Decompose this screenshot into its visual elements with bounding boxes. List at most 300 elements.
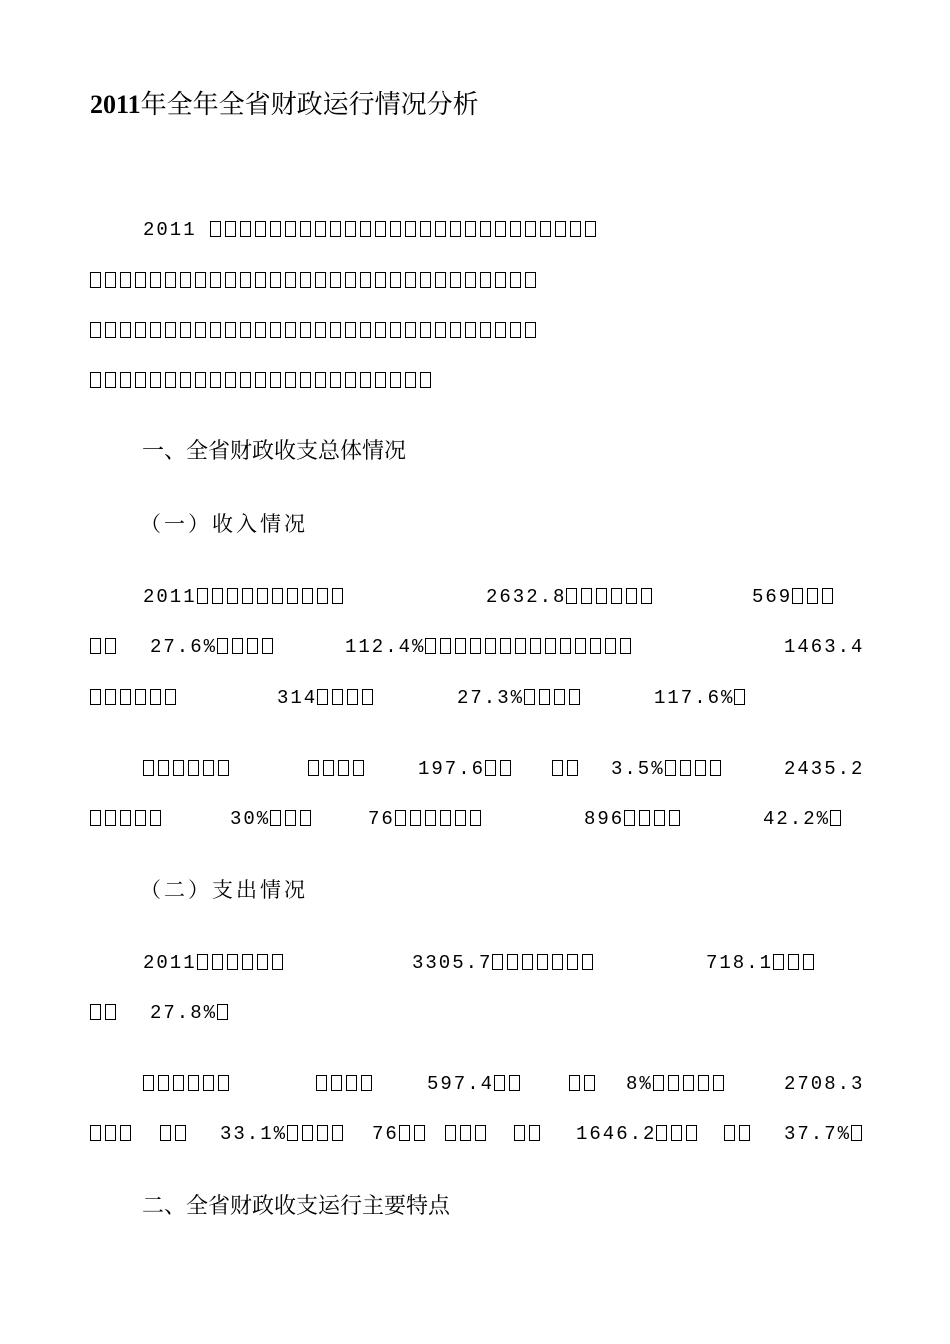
exp-value: 3305.7	[412, 952, 493, 974]
missing-glyph-box	[529, 1125, 540, 1141]
missing-glyph-box	[460, 1125, 471, 1141]
missing-glyph-box	[287, 588, 298, 604]
missing-glyph-run	[160, 1123, 190, 1145]
missing-glyph-box	[390, 272, 401, 288]
missing-glyph-box	[465, 322, 476, 338]
page-title	[90, 92, 479, 118]
missing-glyph-box	[285, 221, 296, 237]
missing-glyph-box	[173, 760, 184, 776]
rev-value: 569	[752, 586, 793, 608]
missing-glyph-box	[317, 1125, 328, 1141]
missing-glyph-box	[257, 954, 268, 970]
missing-glyph-box	[255, 322, 266, 338]
missing-glyph-box	[323, 760, 334, 776]
missing-glyph-box	[539, 689, 550, 705]
missing-glyph-box	[570, 221, 581, 237]
missing-glyph-box	[90, 689, 101, 705]
missing-glyph-box	[525, 221, 536, 237]
missing-glyph-box	[455, 810, 466, 826]
rev-line-3c	[457, 689, 584, 708]
intro-line-4	[90, 372, 435, 391]
intro-line-3	[90, 322, 540, 341]
missing-glyph-box	[300, 810, 311, 826]
missing-glyph-run	[514, 1123, 544, 1145]
rev-value: 197.6	[418, 758, 486, 780]
missing-glyph-box	[575, 638, 586, 654]
missing-glyph-box	[120, 810, 131, 826]
missing-glyph-box	[332, 689, 343, 705]
missing-glyph-box	[225, 272, 236, 288]
missing-glyph-box	[212, 588, 223, 604]
rev-value: 2011	[143, 586, 197, 608]
missing-glyph-box	[480, 272, 491, 288]
exp-line-1a	[143, 954, 287, 973]
missing-glyph-box	[639, 810, 650, 826]
missing-glyph-box	[624, 810, 635, 826]
missing-glyph-run	[270, 808, 315, 830]
missing-glyph-box	[285, 322, 296, 338]
exp-line-4e	[445, 1125, 490, 1144]
missing-glyph-box	[495, 272, 506, 288]
missing-glyph-box	[773, 954, 784, 970]
missing-glyph-box	[143, 1075, 154, 1091]
missing-glyph-box	[160, 1125, 171, 1141]
missing-glyph-box	[285, 810, 296, 826]
missing-glyph-run	[90, 1002, 120, 1024]
missing-glyph-box	[713, 1075, 724, 1091]
missing-glyph-box	[710, 760, 721, 776]
missing-glyph-box	[135, 322, 146, 338]
missing-glyph-box	[270, 322, 281, 338]
missing-glyph-box	[435, 272, 446, 288]
missing-glyph-run	[773, 952, 818, 974]
missing-glyph-box	[165, 272, 176, 288]
missing-glyph-run	[653, 1073, 728, 1095]
exp-line-3a	[143, 1075, 233, 1094]
missing-glyph-box	[315, 322, 326, 338]
missing-glyph-box	[420, 221, 431, 237]
missing-glyph-box	[509, 1075, 520, 1091]
missing-glyph-box	[485, 760, 496, 776]
missing-glyph-box	[105, 272, 116, 288]
missing-glyph-box	[218, 760, 229, 776]
missing-glyph-box	[360, 372, 371, 388]
missing-glyph-box	[272, 954, 283, 970]
missing-glyph-box	[360, 221, 371, 237]
missing-glyph-box	[420, 272, 431, 288]
missing-glyph-box	[90, 1125, 101, 1141]
missing-glyph-box	[218, 1075, 229, 1091]
rev-line-2c	[345, 638, 635, 657]
exp-line-1c	[706, 954, 818, 973]
missing-glyph-box	[188, 1075, 199, 1091]
missing-glyph-box	[120, 1125, 131, 1141]
missing-glyph-run	[90, 636, 120, 658]
missing-glyph-box	[247, 638, 258, 654]
missing-glyph-box	[566, 588, 577, 604]
missing-glyph-box	[596, 588, 607, 604]
rev-line-4f	[784, 760, 864, 779]
missing-glyph-box	[330, 372, 341, 388]
rev-value: 112.4%	[345, 636, 426, 658]
missing-glyph-box	[315, 372, 326, 388]
rev-line-4c	[418, 760, 515, 779]
rev-line-2b	[150, 638, 277, 657]
missing-glyph-run	[317, 687, 377, 709]
missing-glyph-box	[425, 810, 436, 826]
missing-glyph-box	[150, 322, 161, 338]
missing-glyph-box	[308, 760, 319, 776]
missing-glyph-box	[480, 221, 491, 237]
missing-glyph-box	[695, 760, 706, 776]
missing-glyph-box	[195, 322, 206, 338]
missing-glyph-box	[120, 322, 131, 338]
missing-glyph-box	[668, 1075, 679, 1091]
missing-glyph-box	[346, 1075, 357, 1091]
exp-value: 2708.3	[784, 1073, 865, 1095]
missing-glyph-box	[375, 221, 386, 237]
missing-glyph-box	[300, 322, 311, 338]
missing-glyph-box	[445, 1125, 456, 1141]
missing-glyph-box	[210, 272, 221, 288]
exp-value: 1646.2	[576, 1123, 657, 1145]
missing-glyph-box	[90, 322, 101, 338]
missing-glyph-box	[560, 638, 571, 654]
missing-glyph-run	[197, 586, 347, 608]
exp-line-4c	[220, 1125, 347, 1144]
missing-glyph-box	[807, 588, 818, 604]
missing-glyph-box	[287, 1125, 298, 1141]
missing-glyph-box	[316, 1075, 327, 1091]
rev-value: 117.6%	[654, 687, 735, 709]
missing-glyph-box	[262, 638, 273, 654]
missing-glyph-box	[582, 954, 593, 970]
missing-glyph-box	[330, 221, 341, 237]
missing-glyph-box	[656, 1125, 667, 1141]
missing-glyph-box	[135, 372, 146, 388]
missing-glyph-run	[734, 687, 749, 709]
missing-glyph-box	[105, 638, 116, 654]
missing-glyph-box	[414, 1125, 425, 1141]
missing-glyph-box	[822, 588, 833, 604]
missing-glyph-box	[581, 588, 592, 604]
missing-glyph-box	[338, 760, 349, 776]
exp-line-4f	[514, 1125, 544, 1144]
missing-glyph-run	[724, 1123, 754, 1145]
missing-glyph-box	[450, 322, 461, 338]
missing-glyph-box	[227, 588, 238, 604]
missing-glyph-box	[500, 638, 511, 654]
rev-line-5e	[763, 810, 845, 829]
missing-glyph-box	[435, 322, 446, 338]
exp-line-3f	[784, 1075, 864, 1094]
missing-glyph-box	[105, 1004, 116, 1020]
exp-value: 37.7%	[784, 1123, 852, 1145]
missing-glyph-box	[188, 760, 199, 776]
missing-glyph-box	[210, 372, 221, 388]
missing-glyph-box	[470, 810, 481, 826]
missing-glyph-box	[405, 322, 416, 338]
missing-glyph-box	[641, 588, 652, 604]
missing-glyph-box	[590, 638, 601, 654]
missing-glyph-box	[665, 760, 676, 776]
subsection-heading-expense: （二）支出情况	[140, 878, 308, 902]
missing-glyph-box	[317, 588, 328, 604]
rev-line-2d	[784, 638, 864, 657]
missing-glyph-box	[390, 372, 401, 388]
missing-glyph-box	[440, 638, 451, 654]
missing-glyph-run	[445, 1123, 490, 1145]
missing-glyph-box	[302, 1125, 313, 1141]
missing-glyph-box	[203, 1075, 214, 1091]
missing-glyph-box	[285, 272, 296, 288]
missing-glyph-box	[225, 372, 236, 388]
missing-glyph-box	[345, 221, 356, 237]
rev-line-4d	[552, 760, 582, 779]
missing-glyph-box	[285, 372, 296, 388]
missing-glyph-box	[158, 760, 169, 776]
missing-glyph-box	[135, 810, 146, 826]
missing-glyph-run	[552, 758, 582, 780]
missing-glyph-box	[569, 1075, 580, 1091]
missing-glyph-box	[507, 954, 518, 970]
missing-glyph-box	[331, 1075, 342, 1091]
exp-line-4b	[160, 1125, 190, 1144]
rev-value: 27.3%	[457, 687, 525, 709]
rev-line-5b	[230, 810, 315, 829]
missing-glyph-box	[465, 272, 476, 288]
missing-glyph-box	[105, 810, 116, 826]
rev-value: 2632.8	[486, 586, 567, 608]
missing-glyph-run	[210, 219, 600, 241]
missing-glyph-box	[525, 322, 536, 338]
section-heading-1: 一、全省财政收支总体情况	[142, 439, 407, 464]
missing-glyph-run	[524, 687, 584, 709]
missing-glyph-box	[605, 638, 616, 654]
missing-glyph-box	[165, 689, 176, 705]
missing-glyph-box	[495, 221, 506, 237]
missing-glyph-box	[242, 588, 253, 604]
missing-glyph-box	[255, 272, 266, 288]
missing-glyph-box	[270, 272, 281, 288]
missing-glyph-box	[120, 272, 131, 288]
rev-value: 76	[368, 808, 395, 830]
missing-glyph-box	[522, 954, 533, 970]
missing-glyph-box	[195, 272, 206, 288]
missing-glyph-box	[225, 221, 236, 237]
rev-value: 1463.4	[784, 636, 865, 658]
missing-glyph-run	[197, 952, 287, 974]
exp-value: 2011	[143, 952, 197, 974]
missing-glyph-box	[792, 588, 803, 604]
missing-glyph-box	[180, 272, 191, 288]
missing-glyph-box	[150, 272, 161, 288]
missing-glyph-box	[724, 1125, 735, 1141]
missing-glyph-box	[739, 1125, 750, 1141]
missing-glyph-run	[217, 1002, 232, 1024]
missing-glyph-box	[315, 272, 326, 288]
rev-line-4b	[308, 760, 368, 779]
missing-glyph-box	[480, 322, 491, 338]
missing-glyph-box	[150, 372, 161, 388]
missing-glyph-box	[510, 322, 521, 338]
missing-glyph-box	[425, 638, 436, 654]
missing-glyph-box	[552, 954, 563, 970]
missing-glyph-box	[683, 1075, 694, 1091]
missing-glyph-box	[567, 954, 578, 970]
missing-glyph-box	[680, 760, 691, 776]
missing-glyph-box	[270, 810, 281, 826]
missing-glyph-box	[495, 322, 506, 338]
exp-line-3b	[316, 1075, 376, 1094]
missing-glyph-box	[135, 689, 146, 705]
missing-glyph-box	[567, 760, 578, 776]
exp-line-4a	[90, 1125, 135, 1144]
missing-glyph-box	[435, 221, 446, 237]
missing-glyph-box	[345, 322, 356, 338]
missing-glyph-box	[105, 689, 116, 705]
missing-glyph-box	[175, 1125, 186, 1141]
rev-line-4e	[611, 760, 725, 779]
missing-glyph-box	[362, 689, 373, 705]
missing-glyph-box	[540, 221, 551, 237]
missing-glyph-run	[143, 1073, 233, 1095]
missing-glyph-box	[332, 1125, 343, 1141]
missing-glyph-box	[361, 1075, 372, 1091]
missing-glyph-box	[345, 272, 356, 288]
missing-glyph-box	[90, 810, 101, 826]
missing-glyph-box	[525, 272, 536, 288]
missing-glyph-run	[308, 758, 368, 780]
exp-value: 718.1	[706, 952, 774, 974]
rev-line-3b	[277, 689, 377, 708]
missing-glyph-box	[450, 272, 461, 288]
missing-glyph-run	[624, 808, 684, 830]
missing-glyph-box	[585, 221, 596, 237]
missing-glyph-box	[180, 372, 191, 388]
missing-glyph-box	[332, 588, 343, 604]
missing-glyph-box	[90, 638, 101, 654]
exp-line-3d	[569, 1075, 599, 1094]
page-title-year: 2011	[90, 90, 141, 119]
missing-glyph-box	[257, 588, 268, 604]
missing-glyph-box	[227, 954, 238, 970]
missing-glyph-run	[494, 1073, 524, 1095]
missing-glyph-box	[240, 322, 251, 338]
missing-glyph-run	[566, 586, 656, 608]
missing-glyph-box	[165, 322, 176, 338]
missing-glyph-box	[420, 372, 431, 388]
exp-value: 76	[372, 1123, 399, 1145]
page-title-text: 年全年全省财政运行情况分析	[140, 90, 479, 120]
missing-glyph-box	[475, 1125, 486, 1141]
missing-glyph-box	[300, 221, 311, 237]
missing-glyph-run	[90, 808, 165, 830]
missing-glyph-run	[90, 320, 540, 342]
missing-glyph-box	[455, 638, 466, 654]
missing-glyph-box	[150, 689, 161, 705]
missing-glyph-box	[90, 1004, 101, 1020]
missing-glyph-box	[315, 221, 326, 237]
missing-glyph-box	[510, 272, 521, 288]
missing-glyph-box	[195, 372, 206, 388]
missing-glyph-box	[395, 810, 406, 826]
missing-glyph-box	[158, 1075, 169, 1091]
rev-line-5d	[584, 810, 684, 829]
missing-glyph-box	[255, 372, 266, 388]
missing-glyph-box	[510, 221, 521, 237]
missing-glyph-box	[105, 322, 116, 338]
missing-glyph-run	[425, 636, 635, 658]
missing-glyph-box	[569, 689, 580, 705]
missing-glyph-box	[90, 372, 101, 388]
missing-glyph-run	[485, 758, 515, 780]
missing-glyph-box	[90, 272, 101, 288]
missing-glyph-box	[345, 372, 356, 388]
exp-line-2a	[90, 1004, 120, 1023]
missing-glyph-box	[514, 1125, 525, 1141]
missing-glyph-box	[120, 372, 131, 388]
missing-glyph-box	[240, 221, 251, 237]
missing-glyph-box	[470, 638, 481, 654]
missing-glyph-box	[653, 1075, 664, 1091]
intro-line-2	[90, 272, 540, 291]
section-heading-2: 二、全省财政收支运行主要特点	[142, 1194, 451, 1219]
rev-line-1b	[486, 588, 656, 607]
exp-line-4i	[784, 1125, 866, 1144]
missing-glyph-box	[405, 272, 416, 288]
missing-glyph-run	[656, 1123, 701, 1145]
intro-line-1	[143, 221, 600, 240]
missing-glyph-box	[120, 689, 131, 705]
missing-glyph-box	[626, 588, 637, 604]
missing-glyph-box	[405, 221, 416, 237]
missing-glyph-box	[217, 1004, 228, 1020]
rev-line-5a	[90, 810, 165, 829]
missing-glyph-run	[665, 758, 725, 780]
exp-line-2b	[150, 1004, 232, 1023]
missing-glyph-box	[390, 322, 401, 338]
missing-glyph-box	[240, 372, 251, 388]
missing-glyph-box	[353, 760, 364, 776]
missing-glyph-run	[492, 952, 597, 974]
missing-glyph-run	[217, 636, 277, 658]
rev-value: 42.2%	[763, 808, 831, 830]
missing-glyph-box	[530, 638, 541, 654]
missing-glyph-run	[90, 1123, 135, 1145]
missing-glyph-box	[270, 221, 281, 237]
missing-glyph-box	[272, 588, 283, 604]
exp-value: 8%	[626, 1073, 653, 1095]
missing-glyph-box	[465, 221, 476, 237]
missing-glyph-box	[584, 1075, 595, 1091]
exp-line-3e	[626, 1075, 728, 1094]
missing-glyph-box	[330, 272, 341, 288]
missing-glyph-box	[317, 689, 328, 705]
missing-glyph-run	[90, 687, 180, 709]
rev-line-5c	[368, 810, 485, 829]
rev-value: 3.5%	[611, 758, 665, 780]
missing-glyph-box	[210, 221, 221, 237]
missing-glyph-box	[217, 638, 228, 654]
rev-line-1	[143, 588, 347, 607]
subsection-heading-income: （一）收入情况	[140, 512, 308, 536]
missing-glyph-box	[500, 760, 511, 776]
missing-glyph-run	[830, 808, 845, 830]
missing-glyph-box	[734, 689, 745, 705]
missing-glyph-run	[90, 370, 435, 392]
missing-glyph-box	[300, 372, 311, 388]
